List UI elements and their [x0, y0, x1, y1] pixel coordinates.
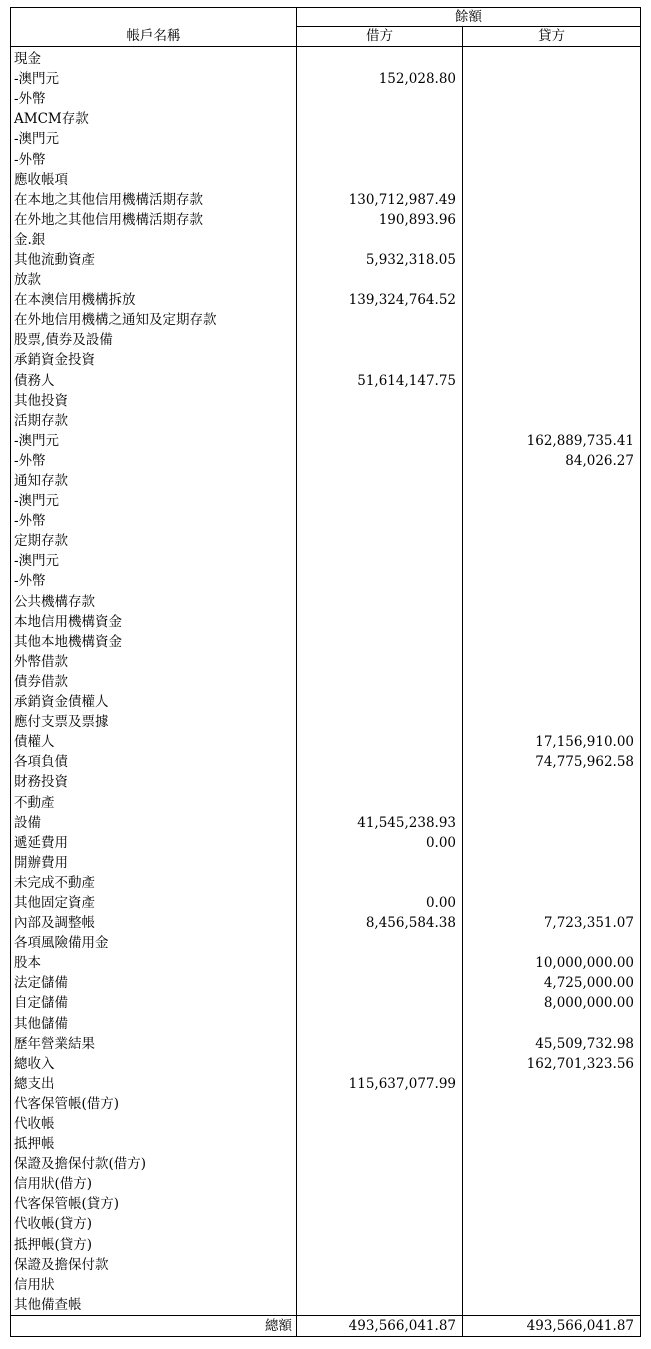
credit-cell — [463, 170, 641, 190]
account-name-cell: -澳門元 — [11, 69, 297, 89]
debit-header: 借方 — [297, 27, 463, 47]
table-row — [11, 752, 641, 772]
debit-cell — [297, 752, 463, 772]
table-row — [11, 491, 641, 511]
debit-cell — [297, 89, 463, 109]
account-name-cell: 財務投資 — [11, 772, 297, 792]
debit-cell: 41,545,238.93 — [297, 813, 463, 833]
credit-cell — [463, 330, 641, 350]
credit-cell — [463, 893, 641, 913]
account-name-cell: 債權人 — [11, 732, 297, 752]
table-row — [11, 913, 641, 933]
debit-cell — [297, 1255, 463, 1275]
table-row — [11, 652, 641, 672]
credit-cell: 162,701,323.56 — [463, 1054, 641, 1074]
table-row — [11, 89, 641, 109]
account-name-cell: 其他備查帳 — [11, 1295, 297, 1316]
credit-cell — [463, 853, 641, 873]
credit-cell — [463, 792, 641, 812]
debit-cell — [297, 1094, 463, 1114]
table-row — [11, 1134, 641, 1154]
table-row — [11, 149, 641, 169]
account-name-cell: 保證及擔保付款(借方) — [11, 1154, 297, 1174]
credit-cell — [463, 1194, 641, 1214]
account-name-cell: 在外地之其他信用機構活期存款 — [11, 210, 297, 230]
account-name-cell: 未完成不動產 — [11, 873, 297, 893]
credit-cell: 10,000,000.00 — [463, 953, 641, 973]
credit-cell — [463, 230, 641, 250]
credit-cell — [463, 69, 641, 89]
total-credit: 493,566,041.87 — [463, 1315, 641, 1336]
account-name-cell: -外幣 — [11, 571, 297, 591]
table-row — [11, 270, 641, 290]
debit-cell — [297, 431, 463, 451]
credit-cell — [463, 1114, 641, 1134]
account-name-cell: 債券借款 — [11, 672, 297, 692]
debit-cell — [297, 451, 463, 471]
table-row — [11, 993, 641, 1013]
credit-cell — [463, 210, 641, 230]
debit-cell: 115,637,077.99 — [297, 1074, 463, 1094]
credit-cell: 162,889,735.41 — [463, 431, 641, 451]
account-name-cell: -澳門元 — [11, 129, 297, 149]
debit-cell — [297, 612, 463, 632]
table-row — [11, 692, 641, 712]
account-name-cell: -外幣 — [11, 89, 297, 109]
credit-cell — [463, 190, 641, 210]
credit-cell — [463, 1235, 641, 1255]
table-row — [11, 772, 641, 792]
credit-cell — [463, 772, 641, 792]
credit-cell: 17,156,910.00 — [463, 732, 641, 752]
account-name-cell: 自定儲備 — [11, 993, 297, 1013]
account-name-cell: AMCM存款 — [11, 109, 297, 129]
table-row — [11, 1295, 641, 1316]
table-row — [11, 551, 641, 571]
debit-cell: 8,456,584.38 — [297, 913, 463, 933]
account-name-cell: 不動產 — [11, 792, 297, 812]
account-name-cell: 放款 — [11, 270, 297, 290]
debit-cell — [297, 1054, 463, 1074]
debit-cell — [297, 511, 463, 531]
account-name-cell: 承銷資金債權人 — [11, 692, 297, 712]
debit-cell — [297, 170, 463, 190]
table-row — [11, 1094, 641, 1114]
table-row — [11, 330, 641, 350]
account-name-cell: 活期存款 — [11, 411, 297, 431]
account-name-cell: 內部及調整帳 — [11, 913, 297, 933]
table-row — [11, 250, 641, 270]
credit-cell — [463, 129, 641, 149]
debit-cell — [297, 47, 463, 70]
trial-balance-table — [10, 7, 641, 1337]
table-row — [11, 1074, 641, 1094]
debit-cell — [297, 1134, 463, 1154]
credit-cell — [463, 833, 641, 853]
table-row — [11, 1275, 641, 1295]
table-row — [11, 1235, 641, 1255]
debit-cell — [297, 772, 463, 792]
credit-cell — [463, 371, 641, 391]
table-row — [11, 632, 641, 652]
debit-cell — [297, 873, 463, 893]
account-name-cell: 通知存款 — [11, 471, 297, 491]
table-row — [11, 893, 641, 913]
table-row — [11, 411, 641, 431]
account-name-cell: 其他投資 — [11, 391, 297, 411]
table-row — [11, 230, 641, 250]
debit-cell — [297, 391, 463, 411]
account-name-cell: 股本 — [11, 953, 297, 973]
debit-cell — [297, 270, 463, 290]
credit-cell — [463, 1014, 641, 1034]
credit-cell — [463, 1214, 641, 1234]
credit-cell: 45,509,732.98 — [463, 1034, 641, 1054]
debit-cell — [297, 1014, 463, 1034]
credit-cell — [463, 632, 641, 652]
table-row — [11, 170, 641, 190]
credit-cell — [463, 1275, 641, 1295]
credit-cell — [463, 149, 641, 169]
debit-cell — [297, 230, 463, 250]
debit-cell — [297, 953, 463, 973]
credit-cell — [463, 813, 641, 833]
account-name-cell: 其他固定資產 — [11, 893, 297, 913]
table-row — [11, 109, 641, 129]
debit-cell — [297, 792, 463, 812]
table-row — [11, 1174, 641, 1194]
credit-cell: 84,026.27 — [463, 451, 641, 471]
debit-cell — [297, 692, 463, 712]
credit-cell — [463, 1134, 641, 1154]
table-row — [11, 310, 641, 330]
table-row — [11, 792, 641, 812]
debit-cell — [297, 531, 463, 551]
table-row — [11, 571, 641, 591]
debit-cell — [297, 592, 463, 612]
debit-cell — [297, 712, 463, 732]
table-row — [11, 1255, 641, 1275]
credit-cell — [463, 270, 641, 290]
debit-cell — [297, 652, 463, 672]
account-name-cell: 開辦費用 — [11, 853, 297, 873]
debit-cell — [297, 551, 463, 571]
account-name-cell: 本地信用機構資金 — [11, 612, 297, 632]
table-row — [11, 129, 641, 149]
account-name-cell: 承銷資金投資 — [11, 350, 297, 370]
account-name-cell: 設備 — [11, 813, 297, 833]
debit-cell: 190,893.96 — [297, 210, 463, 230]
credit-cell — [463, 933, 641, 953]
debit-cell: 5,932,318.05 — [297, 250, 463, 270]
table-header — [11, 8, 641, 47]
table-row — [11, 953, 641, 973]
credit-cell — [463, 531, 641, 551]
credit-header: 貸方 — [463, 27, 641, 47]
debit-cell — [297, 632, 463, 652]
table-row — [11, 69, 641, 89]
table-row — [11, 833, 641, 853]
credit-cell — [463, 350, 641, 370]
account-name-cell: 代客保管帳(借方) — [11, 1094, 297, 1114]
header-spacer — [11, 8, 297, 27]
debit-cell — [297, 853, 463, 873]
account-name-cell: 保證及擔保付款 — [11, 1255, 297, 1275]
table-row — [11, 873, 641, 893]
credit-cell — [463, 491, 641, 511]
credit-cell — [463, 1295, 641, 1316]
credit-cell — [463, 310, 641, 330]
account-name-cell: -外幣 — [11, 451, 297, 471]
account-name-cell: 信用狀(借方) — [11, 1174, 297, 1194]
credit-cell — [463, 47, 641, 70]
table-row — [11, 732, 641, 752]
table-row — [11, 471, 641, 491]
table-row — [11, 1214, 641, 1234]
table-row — [11, 511, 641, 531]
account-name-cell: 總支出 — [11, 1074, 297, 1094]
debit-cell — [297, 973, 463, 993]
debit-cell — [297, 129, 463, 149]
table-row — [11, 973, 641, 993]
table-body — [11, 47, 641, 1316]
table-row — [11, 1154, 641, 1174]
credit-cell — [463, 471, 641, 491]
debit-cell — [297, 1154, 463, 1174]
debit-cell — [297, 993, 463, 1013]
credit-cell — [463, 411, 641, 431]
debit-cell: 152,028.80 — [297, 69, 463, 89]
table-row — [11, 431, 641, 451]
account-name-cell: 歷年營業結果 — [11, 1034, 297, 1054]
debit-cell — [297, 933, 463, 953]
table-row — [11, 47, 641, 70]
table-footer — [11, 1315, 641, 1336]
account-name-cell: 應付支票及票據 — [11, 712, 297, 732]
account-name-cell: 在本澳信用機構拆放 — [11, 290, 297, 310]
credit-cell — [463, 1074, 641, 1094]
account-name-cell: 其他儲備 — [11, 1014, 297, 1034]
debit-cell — [297, 1275, 463, 1295]
account-name-cell: 外幣借款 — [11, 652, 297, 672]
credit-cell: 74,775,962.58 — [463, 752, 641, 772]
account-name-cell: 各項風險備用金 — [11, 933, 297, 953]
table-row — [11, 531, 641, 551]
account-name-cell: -澳門元 — [11, 491, 297, 511]
debit-cell: 0.00 — [297, 893, 463, 913]
account-name-cell: 代客保管帳(貸方) — [11, 1194, 297, 1214]
table-row — [11, 1114, 641, 1134]
account-name-cell: 遞延費用 — [11, 833, 297, 853]
credit-cell — [463, 571, 641, 591]
debit-cell: 130,712,987.49 — [297, 190, 463, 210]
debit-cell — [297, 571, 463, 591]
table-row — [11, 391, 641, 411]
credit-cell — [463, 1154, 641, 1174]
debit-cell — [297, 1194, 463, 1214]
table-row — [11, 672, 641, 692]
account-name-cell: 其他流動資產 — [11, 250, 297, 270]
table-row — [11, 451, 641, 471]
table-row — [11, 712, 641, 732]
account-name-cell: 法定儲備 — [11, 973, 297, 993]
credit-cell — [463, 250, 641, 270]
debit-cell — [297, 471, 463, 491]
credit-cell — [463, 612, 641, 632]
debit-cell — [297, 1295, 463, 1316]
credit-cell: 7,723,351.07 — [463, 913, 641, 933]
credit-cell — [463, 873, 641, 893]
debit-cell — [297, 491, 463, 511]
credit-cell — [463, 290, 641, 310]
table-row — [11, 371, 641, 391]
account-name-cell: 現金 — [11, 47, 297, 70]
balance-header: 餘額 — [297, 8, 641, 27]
account-name-cell: 應收帳項 — [11, 170, 297, 190]
credit-cell — [463, 1174, 641, 1194]
table-row — [11, 1034, 641, 1054]
table-row — [11, 592, 641, 612]
debit-cell: 0.00 — [297, 833, 463, 853]
credit-cell — [463, 672, 641, 692]
account-name-cell: 在本地之其他信用機構活期存款 — [11, 190, 297, 210]
account-name-cell: 金.銀 — [11, 230, 297, 250]
debit-cell: 139,324,764.52 — [297, 290, 463, 310]
account-name-cell: -外幣 — [11, 149, 297, 169]
credit-cell — [463, 692, 641, 712]
account-name-header: 帳戶名稱 — [11, 27, 297, 47]
table-row — [11, 350, 641, 370]
table-row — [11, 933, 641, 953]
credit-cell: 8,000,000.00 — [463, 993, 641, 1013]
debit-cell — [297, 1214, 463, 1234]
account-name-cell: -澳門元 — [11, 551, 297, 571]
account-name-cell: -外幣 — [11, 511, 297, 531]
account-name-cell: 股票,債券及設備 — [11, 330, 297, 350]
credit-cell — [463, 511, 641, 531]
debit-cell — [297, 1174, 463, 1194]
debit-cell — [297, 672, 463, 692]
debit-cell — [297, 330, 463, 350]
account-name-cell: 信用狀 — [11, 1275, 297, 1295]
credit-cell — [463, 109, 641, 129]
account-name-cell: 在外地信用機構之通知及定期存款 — [11, 310, 297, 330]
table-row — [11, 1014, 641, 1034]
debit-cell — [297, 1034, 463, 1054]
debit-cell — [297, 310, 463, 330]
table-row — [11, 210, 641, 230]
table-row — [11, 290, 641, 310]
account-name-cell: -澳門元 — [11, 431, 297, 451]
account-name-cell: 債務人 — [11, 371, 297, 391]
debit-cell — [297, 149, 463, 169]
debit-cell — [297, 1235, 463, 1255]
account-name-cell: 其他本地機構資金 — [11, 632, 297, 652]
total-debit: 493,566,041.87 — [297, 1315, 463, 1336]
table-row — [11, 1194, 641, 1214]
credit-cell: 4,725,000.00 — [463, 973, 641, 993]
debit-cell — [297, 109, 463, 129]
account-name-cell: 各項負債 — [11, 752, 297, 772]
debit-cell — [297, 1114, 463, 1134]
account-name-cell: 總收入 — [11, 1054, 297, 1074]
credit-cell — [463, 592, 641, 612]
table-row — [11, 190, 641, 210]
account-name-cell: 公共機構存款 — [11, 592, 297, 612]
account-name-cell: 抵押帳(貸方) — [11, 1235, 297, 1255]
total-label: 總額 — [11, 1315, 297, 1336]
debit-cell — [297, 411, 463, 431]
credit-cell — [463, 89, 641, 109]
account-name-cell: 定期存款 — [11, 531, 297, 551]
table-row — [11, 612, 641, 632]
debit-cell — [297, 732, 463, 752]
debit-cell: 51,614,147.75 — [297, 371, 463, 391]
table-row — [11, 853, 641, 873]
account-name-cell: 代收帳 — [11, 1114, 297, 1134]
account-name-cell: 抵押帳 — [11, 1134, 297, 1154]
total-row — [11, 1315, 641, 1336]
credit-cell — [463, 1094, 641, 1114]
credit-cell — [463, 1255, 641, 1275]
credit-cell — [463, 652, 641, 672]
table-row — [11, 1054, 641, 1074]
credit-cell — [463, 551, 641, 571]
credit-cell — [463, 712, 641, 732]
credit-cell — [463, 391, 641, 411]
account-name-cell: 代收帳(貸方) — [11, 1214, 297, 1234]
table-row — [11, 813, 641, 833]
debit-cell — [297, 350, 463, 370]
